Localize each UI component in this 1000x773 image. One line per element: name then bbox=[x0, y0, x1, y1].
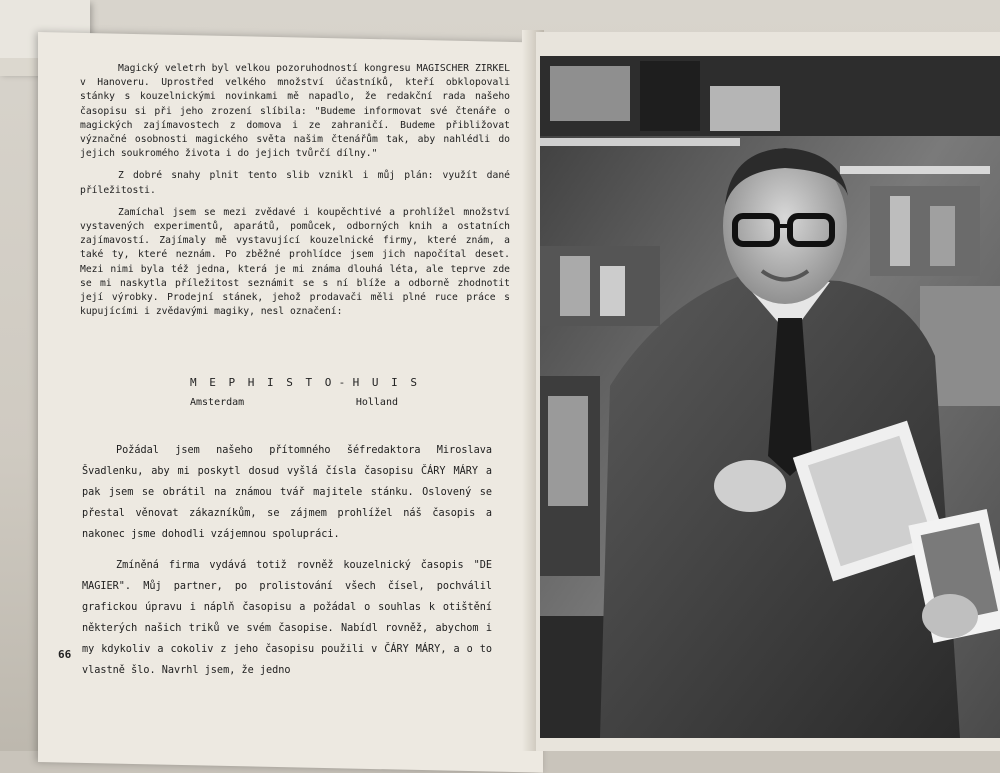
paragraph-plan: Z dobré snahy plnit tento slib vznikl i můj plán: využít dané příležitosti. bbox=[80, 170, 510, 196]
firm-name-dash: - bbox=[338, 376, 349, 389]
firm-country: Holland bbox=[355, 397, 398, 408]
firm-name-part1: M E P H I S T O bbox=[190, 376, 335, 389]
firm-sign bbox=[190, 376, 420, 408]
article-text-bottom bbox=[82, 440, 492, 691]
paragraph-editor: Požádal jsem našeho přítomného šéfredaktora Miroslava Švadlenku, aby mi poskytl dosud vyšlá čísla časopisu ČÁRY MÁRY a pak jsem se obrátil na známou tvář majitele stánku. Oslovený se přestal věnovat zákazníkům, se zájmem prohlížel náš časopis a nakonec jsme dohodli vzájemnou spolupráci. bbox=[82, 445, 492, 540]
paragraph-fair: Zamíchal jsem se mezi zvědavé i koupěchtivé a prohlížel množství vystavených experimentů, aparátů, pomůcek, odborných knih a ostatních zajímavostí. Zajímaly mě vystavující kouzelnické firmy, které znám, a také ty, které neznám. Po zběžné prohlídce jsem jich napočítal deset. Mezi nimi byla též jedna, která je mi známa dlouhá léta, ale teprve zde se mi naskytla příležitost seznámit se s ní blíže a odborně zhodnotit její výrobky. Prodejní stánek, jehož prodavači měli plné ruce práce s kupujícími i zvědavými magiky, nesl označení: bbox=[80, 206, 510, 318]
firm-city: Amsterdam bbox=[190, 397, 245, 408]
paragraph-magazine: Zmíněná firma vydává totiž rovněž kouzelnický časopis "DE MAGIER". Můj partner, po prolistování všech čísel, pochválil grafickou úpravu i náplň časopisu a požádal o souhlas k otištění některých našich triků ve svém časopise. Nabídl rovněž, abychom i my kdykoliv a cokoliv z jeho časopisu použili v ČÁRY MÁRY, a o to vlastně šlo. Navrhl jsem, že jedno bbox=[82, 560, 492, 676]
photo-magician-at-stand bbox=[540, 56, 1000, 738]
page-number: 66 bbox=[58, 648, 72, 661]
paragraph-intro: Magický veletrh byl velkou pozoruhodností kongresu MAGISCHER ZIRKEL v Hanoveru. Uprostřed velkého množství účastníků, kteří obklopovali stánky s kouzelnickými novinkami mě napadlo, že redakční rada našeho časopisu si při jeho zrození slíbila: "Budeme informovat své čtenáře o magických zajímavostech z domova i ze zahraničí. Budeme přibližovat význačné osobnosti magického světa našim čtenářům tak, aby nahlédli do jejich soukromého života i do jejich tvůrčí dílny." bbox=[80, 63, 510, 160]
firm-name-part2: H U I S bbox=[352, 376, 420, 389]
article-text-top bbox=[80, 62, 510, 327]
